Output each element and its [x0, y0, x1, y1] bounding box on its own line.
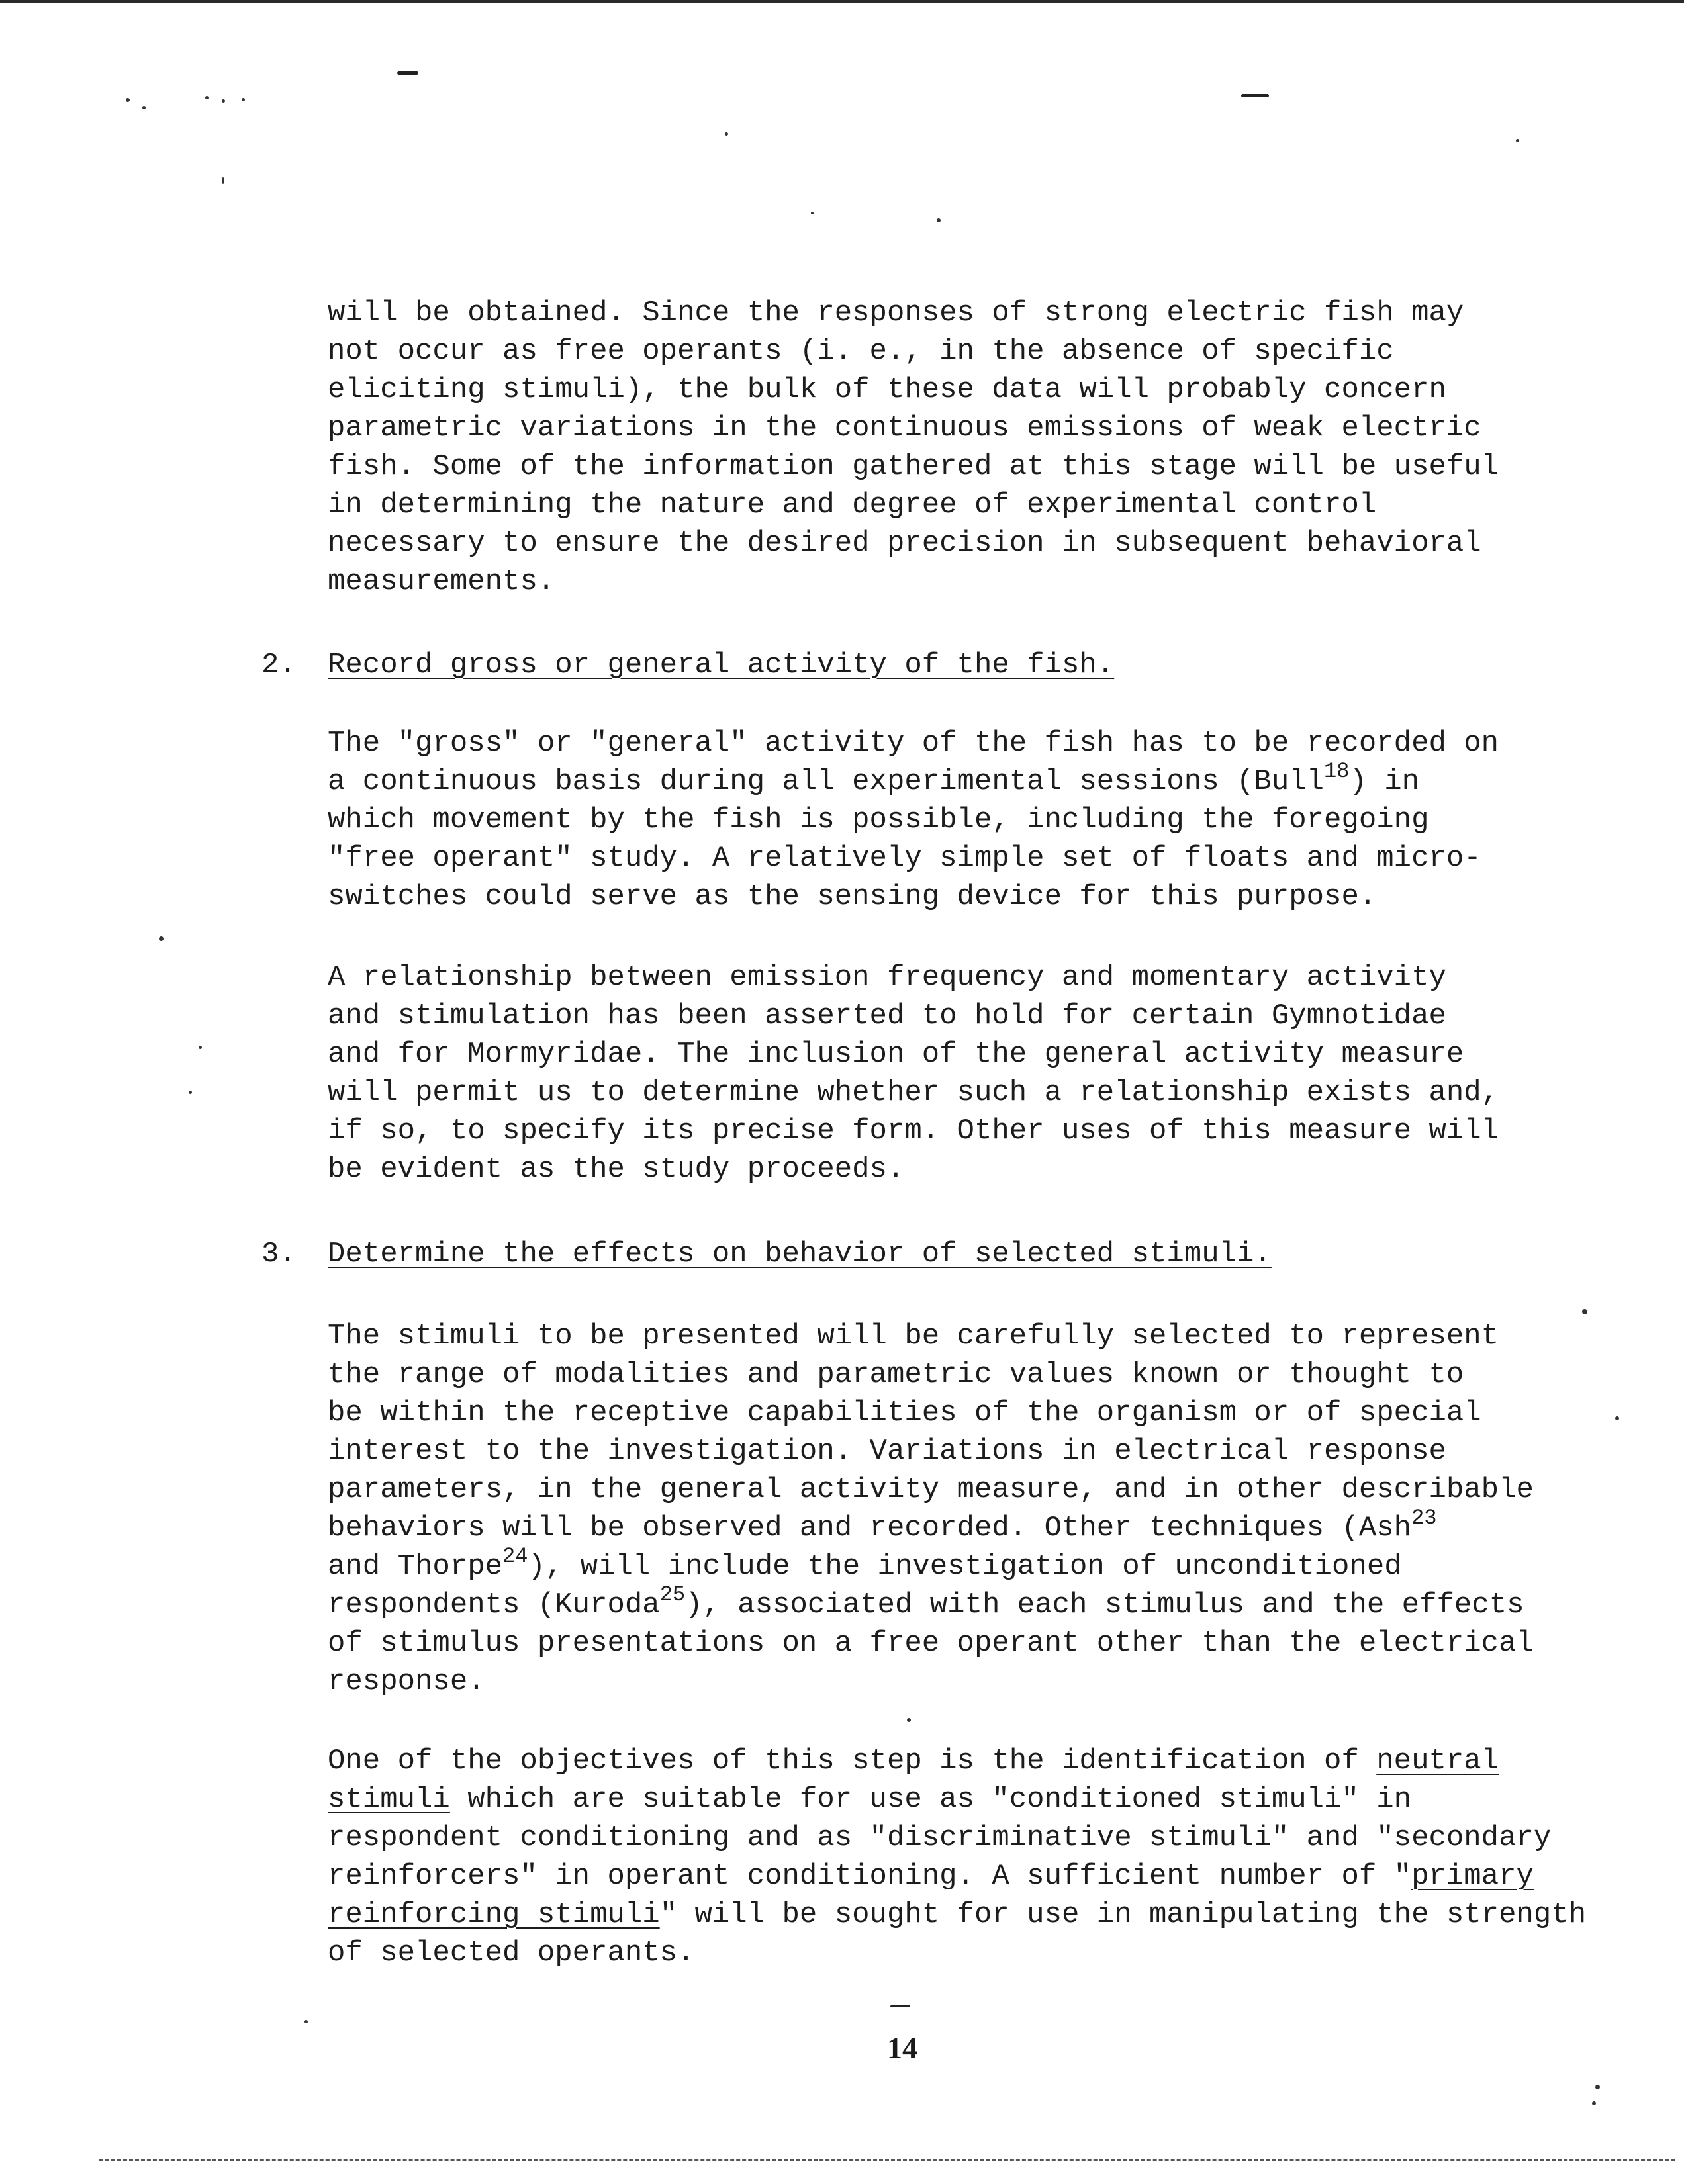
continuation-paragraph — [328, 294, 1585, 601]
text-line: response. — [328, 1665, 485, 1698]
item-3-heading — [261, 1235, 1585, 1273]
text-line: the range of modalities and parametric values known or thought to — [328, 1358, 1464, 1391]
text-line: of stimulus presentations on a free operant other than the electrical — [328, 1627, 1534, 1660]
text-line — [328, 1895, 1585, 1934]
reference-number: 18 — [1324, 759, 1350, 784]
text-line — [328, 1857, 1585, 1895]
text-segment: One of the objectives of this step is the identification of — [328, 1745, 1359, 1778]
text-segment: ) in — [1349, 765, 1420, 798]
text-line: which movement by the fish is possible, including the foregoing — [328, 803, 1429, 837]
text-segment: respondents (Kuroda — [328, 1588, 660, 1621]
text-segment: behaviors will be observed and recorded. Other techniques (Ash — [328, 1512, 1412, 1545]
text-line — [328, 1742, 1585, 1780]
text-line: A relationship between emission frequency and momentary activity — [328, 961, 1446, 994]
underlined-term: stimuli — [328, 1783, 450, 1816]
text-segment: ), will include the investigation of unconditioned — [528, 1550, 1402, 1583]
text-line: measurements. — [328, 565, 555, 598]
text-line: parameters, in the general activity measure, and in other describable — [328, 1473, 1534, 1506]
text-line: and for Mormyridae. The inclusion of the general activity measure — [328, 1038, 1464, 1071]
text-line: and stimulation has been asserted to hold for certain Gymnotidae — [328, 999, 1446, 1032]
item-number: 3. — [261, 1238, 297, 1271]
text-segment: " will be sought for use in manipulating the strength — [659, 1898, 1587, 1931]
reference-number: 23 — [1411, 1506, 1437, 1530]
reference-number: 24 — [502, 1544, 528, 1569]
text-segment: and Thorpe — [328, 1550, 503, 1583]
text-line: be within the receptive capabilities of the organism or of special — [328, 1396, 1481, 1430]
text-line: parametric variations in the continuous emissions of weak electric — [328, 412, 1481, 445]
underlined-term: primary — [1411, 1860, 1534, 1893]
text-segment: which are suitable for use as "conditioned stimuli" in — [449, 1783, 1412, 1816]
text-line: interest to the investigation. Variations in electrical response — [328, 1435, 1446, 1468]
text-line: "free operant" study. A relatively simple set of floats and micro- — [328, 842, 1481, 875]
text-line: The "gross" or "general" activity of the fish has to be recorded on — [328, 727, 1499, 760]
reference-number: 25 — [659, 1582, 686, 1607]
text-line — [328, 1544, 1585, 1586]
text-line: will permit us to determine whether such a relationship exists and, — [328, 1076, 1499, 1109]
text-line — [328, 1582, 1585, 1624]
text-line: not occur as free operants (i. e., in the absence of specific — [328, 335, 1394, 368]
bottom-edge-rule — [99, 2159, 1675, 2161]
text-line: The stimuli to be presented will be carefully selected to represent — [328, 1320, 1499, 1353]
text-segment: reinforcers" in operant conditioning. A sufficient number of " — [328, 1860, 1412, 1893]
underlined-term: reinforcing stimuli — [328, 1898, 660, 1931]
text-segment: a continuous basis during all experimental sessions (Bull — [328, 765, 1325, 798]
text-line: of selected operants. — [328, 1936, 695, 1970]
page-number: 14 — [887, 2031, 917, 2065]
text-line: eliciting stimuli), the bulk of these data will probably concern — [328, 373, 1446, 406]
item-2-paragraph-2 — [328, 958, 1585, 1189]
text-line — [328, 759, 1585, 801]
item-2-heading — [261, 646, 1585, 684]
item-title: Determine the effects on behavior of selected stimuli. — [328, 1238, 1272, 1271]
item-2-paragraph-1 — [328, 724, 1585, 916]
text-line: necessary to ensure the desired precision in subsequent behavioral — [328, 527, 1481, 560]
text-line: will be obtained. Since the responses of strong electric fish may — [328, 296, 1464, 330]
text-line: in determining the nature and degree of experimental control — [328, 488, 1377, 522]
text-line: fish. Some of the information gathered at this stage will be useful — [328, 450, 1499, 483]
item-number: 2. — [261, 649, 297, 682]
text-line: respondent conditioning and as "discriminative stimuli" and "secondary — [328, 1821, 1552, 1854]
text-line — [328, 1780, 1585, 1819]
text-line: be evident as the study proceeds. — [328, 1153, 905, 1186]
item-3-paragraph-2 — [328, 1742, 1585, 1972]
text-segment: ), associated with each stimulus and the effects — [685, 1588, 1524, 1621]
item-title: Record gross or general activity of the fish. — [328, 649, 1115, 682]
item-3-paragraph-1 — [328, 1317, 1585, 1701]
underlined-term: neutral — [1376, 1745, 1499, 1778]
text-line: switches could serve as the sensing device for this purpose. — [328, 880, 1377, 913]
text-line: if so, to specify its precise form. Other uses of this measure will — [328, 1115, 1499, 1148]
text-line — [328, 1506, 1585, 1547]
